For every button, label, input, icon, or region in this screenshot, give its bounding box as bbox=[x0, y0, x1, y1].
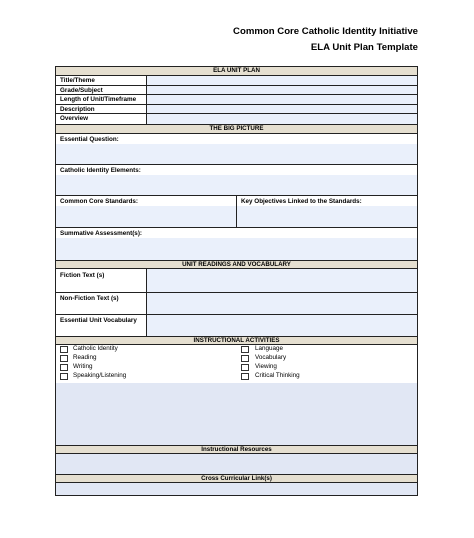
title-theme-input[interactable] bbox=[146, 76, 417, 85]
overview-input[interactable] bbox=[146, 114, 417, 124]
cross-curricular-input[interactable] bbox=[56, 483, 417, 495]
unit-plan-form bbox=[55, 66, 418, 496]
field-row-overview bbox=[56, 114, 417, 124]
catholic-identity-input[interactable] bbox=[56, 175, 417, 195]
section-header-instructional-activities: INSTRUCTIONAL ACTIVITIES bbox=[56, 336, 417, 345]
key-objectives-label: Key Objectives Linked to the Standards: bbox=[241, 198, 362, 205]
non-fiction-row bbox=[56, 293, 417, 315]
field-label-overview: Overview bbox=[60, 115, 89, 122]
section-header-big-picture: THE BIG PICTURE bbox=[56, 124, 417, 134]
essential-question-label: Essential Question: bbox=[60, 136, 119, 143]
checkbox-critical-thinking[interactable] bbox=[241, 373, 249, 380]
essential-question-input[interactable] bbox=[56, 144, 417, 164]
activity-label-viewing: Viewing bbox=[255, 363, 277, 370]
field-row-description bbox=[56, 105, 417, 115]
activities-notes-input[interactable] bbox=[56, 383, 417, 445]
vocabulary-input[interactable] bbox=[146, 315, 417, 336]
essential-question-block bbox=[56, 134, 417, 165]
fiction-row bbox=[56, 269, 417, 293]
section-header-unit-readings: UNIT READINGS AND VOCABULARY bbox=[56, 260, 417, 269]
section-header-instructional-resources: Instructional Resources bbox=[56, 445, 417, 454]
activity-label-speaking-listening: Speaking/Listening bbox=[73, 372, 127, 379]
checkbox-catholic-identity[interactable] bbox=[60, 346, 68, 353]
checkbox-vocabulary[interactable] bbox=[241, 355, 249, 362]
fiction-input[interactable] bbox=[146, 269, 417, 292]
field-label-description: Description bbox=[60, 105, 95, 113]
summative-input[interactable] bbox=[56, 238, 417, 260]
fiction-label: Fiction Text (s) bbox=[60, 272, 105, 279]
vocabulary-row bbox=[56, 315, 417, 336]
standards-block bbox=[56, 196, 417, 228]
checkbox-writing[interactable] bbox=[60, 364, 68, 371]
document-title: Common Core Catholic Identity Initiative bbox=[233, 26, 418, 37]
common-core-input[interactable] bbox=[56, 206, 236, 227]
field-row-length bbox=[56, 95, 417, 105]
checkbox-speaking-listening[interactable] bbox=[60, 373, 68, 380]
checkbox-reading[interactable] bbox=[60, 355, 68, 362]
summative-label: Summative Assessment(s): bbox=[60, 230, 143, 237]
summative-block bbox=[56, 228, 417, 260]
activity-label-catholic-identity: Catholic Identity bbox=[73, 345, 118, 352]
document-subtitle: ELA Unit Plan Template bbox=[310, 42, 418, 53]
checkbox-viewing[interactable] bbox=[241, 364, 249, 371]
common-core-label: Common Core Standards: bbox=[60, 198, 139, 205]
checkbox-language[interactable] bbox=[241, 346, 249, 353]
grade-subject-input[interactable] bbox=[146, 86, 417, 95]
non-fiction-label: Non-Fiction Text (s) bbox=[60, 295, 119, 302]
activity-label-writing: Writing bbox=[73, 363, 93, 370]
field-label-length: Length of Unit/Timeframe bbox=[60, 96, 137, 103]
activities-checklist bbox=[56, 345, 417, 383]
activity-label-vocabulary: Vocabulary bbox=[255, 354, 287, 361]
field-label-title-theme: Title/Theme bbox=[60, 77, 95, 84]
key-objectives-input[interactable] bbox=[237, 206, 417, 227]
catholic-identity-block bbox=[56, 165, 417, 196]
non-fiction-input[interactable] bbox=[146, 293, 417, 314]
instructional-resources-input[interactable] bbox=[56, 454, 417, 474]
description-input[interactable] bbox=[146, 105, 417, 114]
vocabulary-label: Essential Unit Vocabulary bbox=[60, 317, 137, 324]
section-header-ela-unit-plan: ELA UNIT PLAN bbox=[56, 67, 417, 76]
field-label-grade-subject: Grade/Subject bbox=[60, 86, 103, 94]
field-row-title-theme bbox=[56, 76, 417, 86]
field-row-grade-subject bbox=[56, 86, 417, 96]
activity-label-critical-thinking: Critical Thinking bbox=[255, 372, 300, 379]
length-input[interactable] bbox=[146, 95, 417, 104]
section-header-cross-curricular: Cross Curricular Link(s) bbox=[56, 474, 417, 483]
activity-label-language: Language bbox=[255, 345, 284, 352]
activity-label-reading: Reading bbox=[73, 354, 97, 361]
catholic-identity-label: Catholic Identity Elements: bbox=[60, 167, 141, 174]
